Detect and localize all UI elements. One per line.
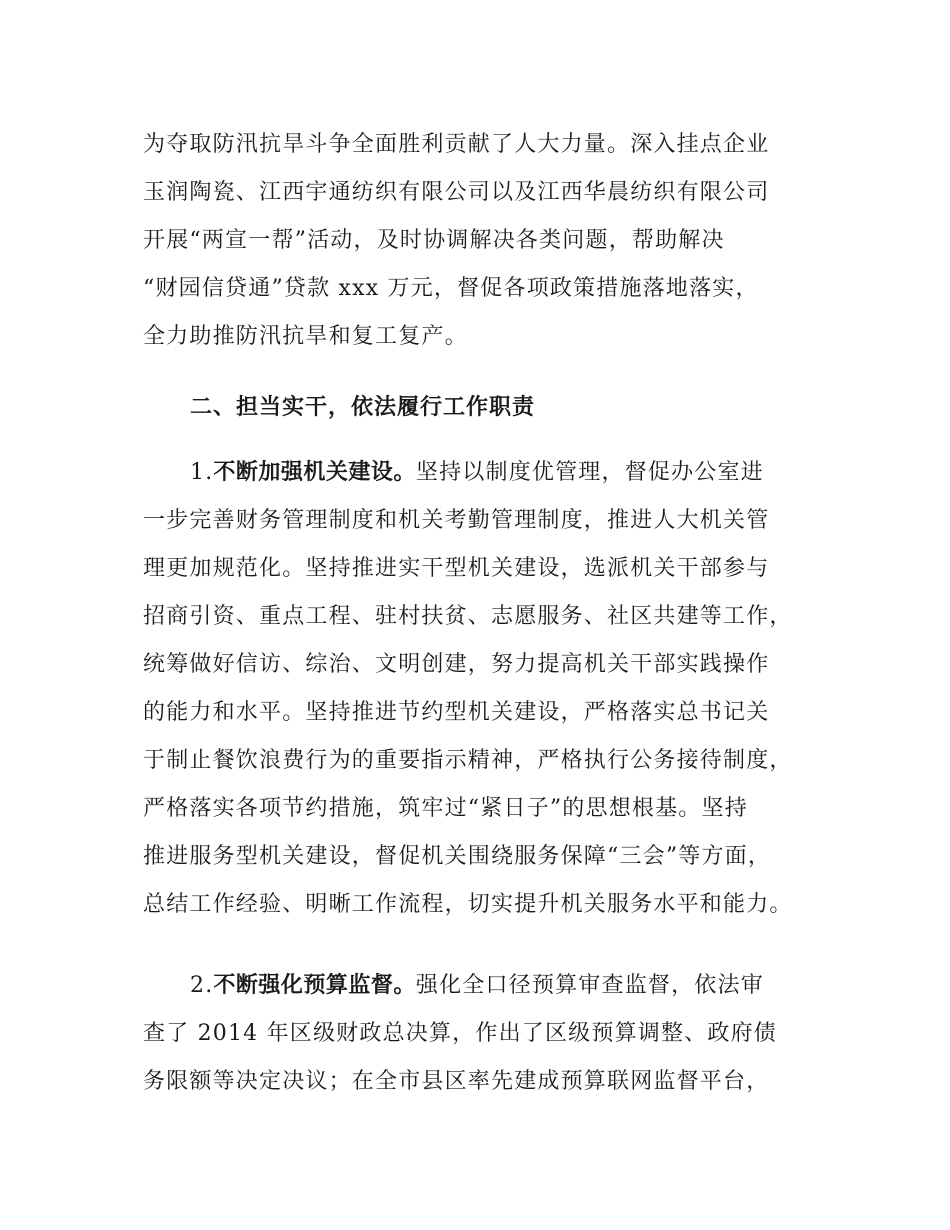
text-line: 招商引资、重点工程、驻村扶贫、志愿服务、社区共建等工作， bbox=[143, 604, 793, 629]
paragraph-flood-control bbox=[143, 121, 833, 361]
text-line: 推进服务型机关建设，督促机关围绕服务保障“三会”等方面， bbox=[143, 844, 772, 869]
text-line: 一步完善财务管理制度和机关考勤管理制度，推进人大机关管 bbox=[143, 508, 770, 533]
item-2-first-line-text: 强化全口径预算审查监督，依法审 bbox=[415, 973, 764, 998]
text-line: 严格落实各项节约措施，筑牢过“紧日子”的思想根基。坚持 bbox=[143, 796, 748, 821]
item-2-first-line bbox=[143, 962, 833, 1010]
text-line: 总结工作经验、明晰工作流程，切实提升机关服务水平和能力。 bbox=[143, 892, 793, 917]
text-line: 于制止餐饮浪费行为的重要指示精神，严格执行公务接待制度， bbox=[143, 748, 793, 773]
item-2-number: 2. bbox=[190, 973, 214, 998]
item-1-first-line bbox=[143, 449, 833, 497]
text-line: “财园信贷通”贷款 xxx 万元，督促各项政策措施落地落实， bbox=[143, 276, 759, 301]
text-line: 理更加规范化。坚持推进实干型机关建设，选派机关干部参与 bbox=[143, 556, 770, 581]
paragraph-item-2 bbox=[143, 962, 833, 1106]
text-line: 查了 2014 年区级财政总决算，作出了区级预算调整、政府债 bbox=[143, 1021, 777, 1046]
text-line: 全力助推防汛抗旱和复工复产。 bbox=[143, 324, 468, 349]
item-1-title: 不断加强机关建设。 bbox=[213, 460, 416, 485]
text-line: 统筹做好信访、综治、文明创建，努力提高机关干部实践操作 bbox=[143, 652, 770, 677]
text-line: 为夺取防汛抗旱斗争全面胜利贡献了人大力量。深入挂点企业 bbox=[143, 132, 770, 157]
item-1-number: 1. bbox=[190, 460, 214, 485]
item-1-first-line-text: 坚持以制度优管理，督促办公室进 bbox=[415, 460, 764, 485]
section-heading: 二、担当实干，依法履行工作职责 bbox=[190, 395, 536, 420]
item-2-title: 不断强化预算监督。 bbox=[213, 973, 416, 998]
text-line: 务限额等决定决议；在全市县区率先建成预算联网监督平台， bbox=[143, 1069, 770, 1094]
text-line: 的能力和水平。坚持推进节约型机关建设，严格落实总书记关 bbox=[143, 700, 770, 725]
text-line: 玉润陶瓷、江西宇通纺织有限公司以及江西华晨纺织有限公司 bbox=[143, 180, 770, 205]
paragraph-item-1 bbox=[143, 449, 833, 929]
text-line: 开展“两宣一帮”活动，及时协调解决各类问题，帮助解决 bbox=[143, 228, 725, 253]
